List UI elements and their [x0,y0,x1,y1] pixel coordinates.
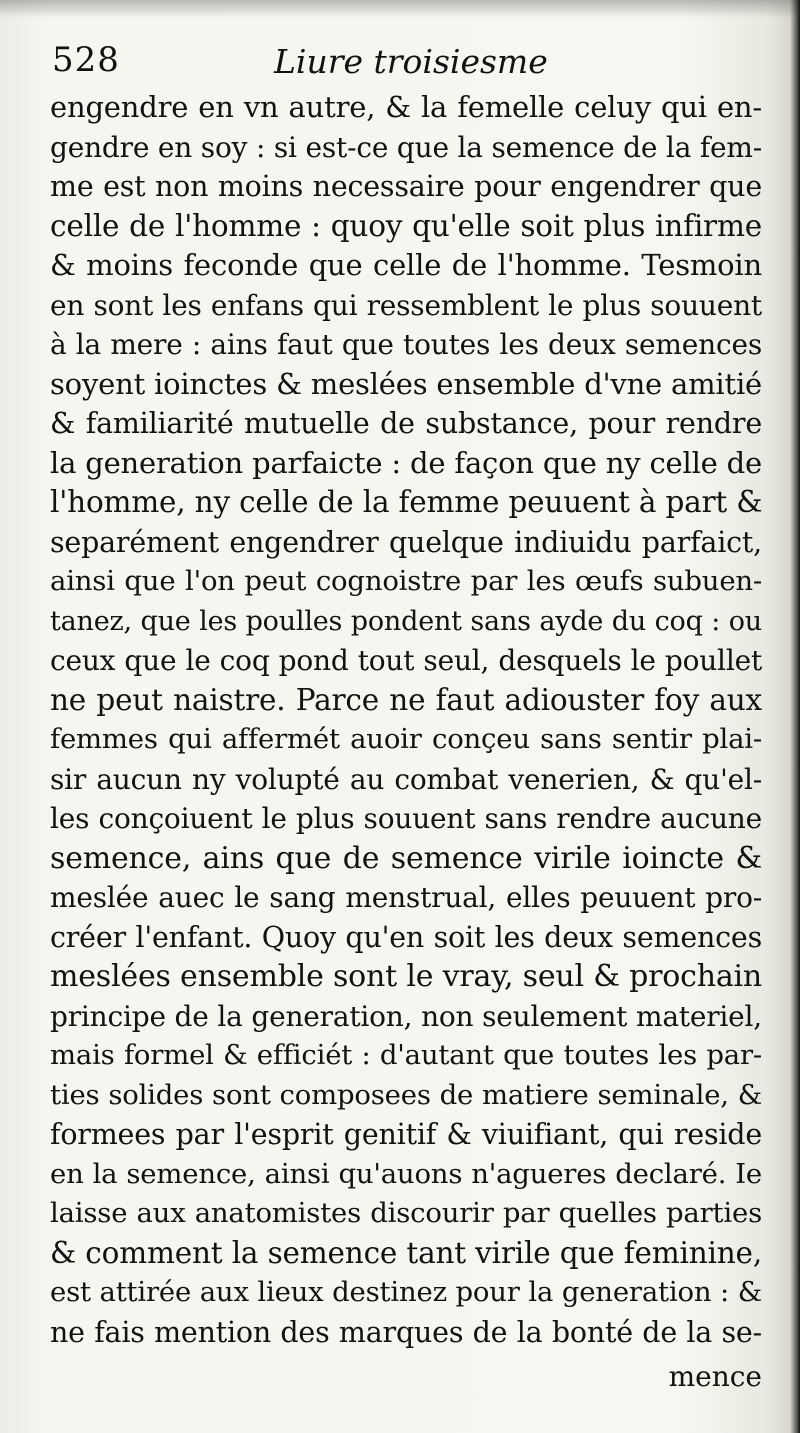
top-shadow [0,0,800,18]
text-line: à la mere : ains faut que toutes les deux semences [50,328,762,361]
text-line: ceux que le coq pond tout seul, desquels le poullet [50,644,762,677]
text-line: tanez, que les poulles pondent sans ayde du coq : ou [50,605,762,637]
text-line: me est non moins necessaire pour engendrer que [50,170,762,203]
text-line: ainsi que l'on peut cognoistre par les œufs subuen- [50,565,762,597]
text-line: la generation parfaicte : de façon que ny celle de [50,445,762,480]
text-line: soyent ioinctes & meslées ensemble d'vne amitié [50,366,762,401]
text-line: femmes qui affermét auoir conçeu sans sentir plai- [50,723,762,755]
text-line: créer l'enfant. Quoy qu'en soit les deux semences [50,920,762,954]
text-line: ties solides sont composees de matiere seminale, & [50,1078,762,1111]
page-header [52,38,752,84]
text-line: & familiarité mutuelle de substance, pour rendre [50,407,762,440]
text-line: ne peut naistre. Parce ne faut adiouster foy aux [50,682,762,717]
text-line: engendre en vn autre, & la femelle celuy qui en- [50,90,762,124]
text-line: separément engendrer quelque indiuidu parfaict, [50,525,762,559]
text-line: principe de la generation, non seulement materiel, [50,999,762,1033]
text-line: gendre en soy : si est-ce que la semence de la fem- [50,130,763,164]
catchword: mence [668,1360,762,1393]
text-line: mais formel & efficiét : d'autant que toutes les par- [50,1039,762,1071]
text-line: les conçoiuent le plus souuent sans rendre aucune [50,802,762,835]
text-line: & moins feconde que celle de l'homme. Tesmoin [50,248,762,282]
text-line: formees par l'esprit genitif & viuifiant, qui reside [50,1118,762,1151]
text-line: ne fais mention des marques de la bonté de la se- [50,1315,762,1349]
text-line: semence, ains que de semence virile ioincte & [50,840,762,876]
page-edge-shadow [790,0,800,1433]
text-line: & comment la semence tant virile que feminine, [50,1235,762,1270]
text-line: celle de l'homme : quoy qu'elle soit plus infirme [50,208,762,243]
text-line: meslées ensemble sont le vray, seul & prochain [50,959,763,994]
text-line: l'homme, ny celle de la femme peuuent à part & [50,485,763,519]
text-line: meslée auec le sang menstrual, elles peuuent pro- [50,881,762,914]
running-head: Liure troisiesme [274,42,548,81]
page-number: 528 [52,40,120,80]
text-line: sir aucun ny volupté au combat venerien, & qu'el- [50,762,762,796]
text-line: en la semence, ainsi qu'auons n'agueres declaré. Ie [50,1157,762,1190]
text-line: en sont les enfans qui ressemblent le plus souuent [50,288,762,322]
body-text [50,88,762,1352]
text-line: est attirée aux lieux destinez pour la generation : & [50,1276,762,1308]
text-line: laisse aux anatomistes discourir par quelles parties [50,1197,762,1229]
